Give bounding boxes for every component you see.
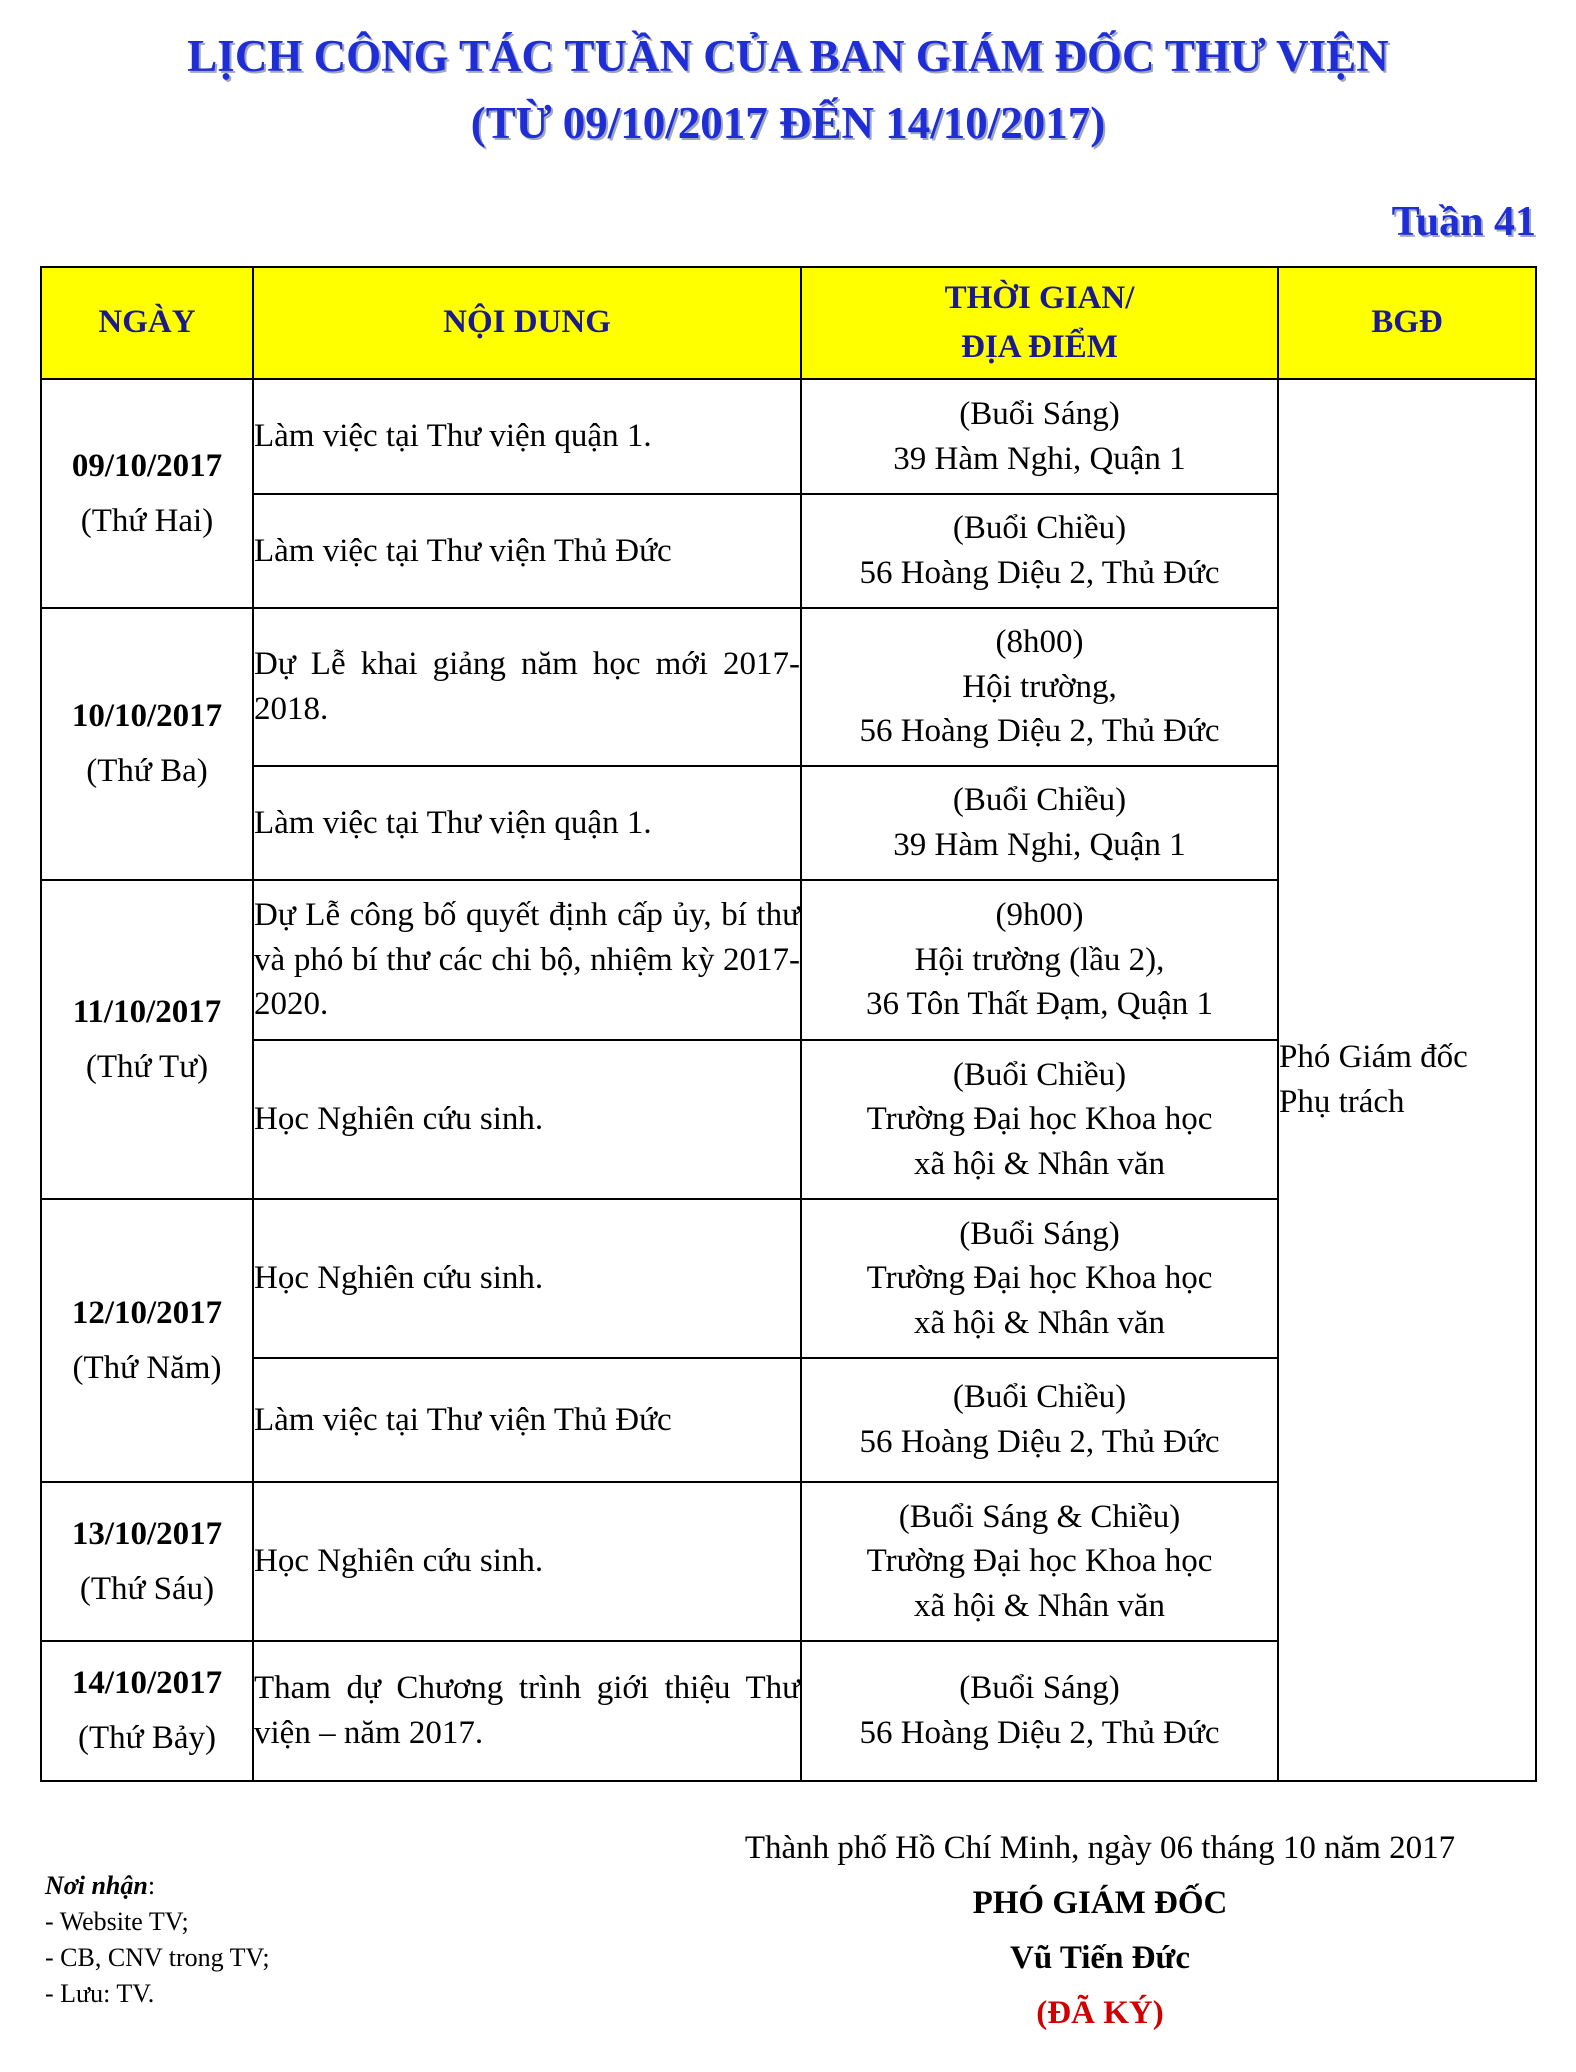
time-text: (Buổi Sáng) [959, 1670, 1120, 1707]
time-place-cell [801, 1358, 1278, 1482]
content-cell: Học Nghiên cứu sinh. [253, 1199, 801, 1358]
day-cell [41, 1641, 253, 1781]
place-text-2: xã hội & Nhân văn [913, 1587, 1166, 1624]
time-text: (Buổi Chiều) [952, 1056, 1127, 1093]
time-place-cell [801, 1040, 1278, 1199]
week-number: Tuần 41 [1391, 199, 1536, 245]
column-header-day: NGÀY [41, 267, 253, 379]
content-cell: Dự Lễ công bố quyết định cấp ủy, bí thư và phó bí thư các chi bộ, nhiệm kỳ 2017-2020. [253, 880, 801, 1040]
table-row [41, 379, 1536, 494]
document-date-range: (TỪ 09/10/2017 ĐẾN 14/10/2017) [470, 98, 1106, 148]
time-place-cell [801, 1641, 1278, 1781]
location-date: Thành phố Hồ Chí Minh, ngày 06 tháng 10 năm 2017 [744, 1830, 1456, 1866]
day-cell [41, 880, 253, 1199]
content-cell: Dự Lễ khai giảng năm học mới 2017-2018. [253, 608, 801, 766]
content-cell: Tham dự Chương trình giới thiệu Thư viện – năm 2017. [253, 1641, 801, 1781]
place-text-2: xã hội & Nhân văn [913, 1145, 1166, 1182]
content-cell: Làm việc tại Thư viện quận 1. [253, 766, 801, 880]
day-date: 12/10/2017 [71, 1294, 223, 1331]
recipient-item: - CB, CNV trong TV; [45, 1942, 270, 1972]
content-cell: Học Nghiên cứu sinh. [253, 1040, 801, 1199]
day-date: 09/10/2017 [71, 447, 223, 484]
time-text: (8h00) [995, 624, 1084, 661]
column-header-content: NỘI DUNG [253, 267, 801, 379]
place-text: 39 Hàm Nghi, Quận 1 [893, 440, 1186, 477]
time-place-cell [801, 379, 1278, 494]
bgd-role-detail: Phụ trách [1279, 1084, 1405, 1120]
schedule-table [40, 266, 1537, 1782]
time-place-cell [801, 766, 1278, 880]
day-date: 11/10/2017 [72, 993, 222, 1030]
time-place-cell [801, 1482, 1278, 1641]
time-text: (Buổi Sáng) [959, 395, 1120, 432]
day-cell [41, 608, 253, 880]
document-title: LỊCH CÔNG TÁC TUẦN CỦA BAN GIÁM ĐỐC THƯ VIỆN [187, 31, 1389, 81]
day-date: 14/10/2017 [71, 1665, 223, 1702]
recipients-label: Nơi nhận [45, 1871, 148, 1900]
day-cell [41, 379, 253, 608]
column-header-time-place [801, 267, 1278, 379]
place-text: 56 Hoàng Diệu 2, Thủ Đức [859, 1424, 1220, 1460]
time-place-cell [801, 494, 1278, 608]
bgd-cell [1278, 379, 1536, 1781]
place-text-2: 36 Tôn Thất Đạm, Quận 1 [865, 986, 1214, 1023]
place-text: Trường Đại học Khoa học [866, 1260, 1213, 1297]
content-cell: Làm việc tại Thư viện quận 1. [253, 379, 801, 494]
content-cell: Làm việc tại Thư viện Thủ Đức [253, 494, 801, 608]
place-text: 39 Hàm Nghi, Quận 1 [893, 827, 1186, 863]
day-cell [41, 1482, 253, 1641]
time-text: (Buổi Chiều) [952, 1379, 1127, 1416]
day-date: 10/10/2017 [71, 698, 223, 735]
place-text: Trường Đại học Khoa học [866, 1101, 1213, 1138]
place-text-2: 56 Hoàng Diệu 2, Thủ Đức [859, 713, 1220, 750]
day-cell [41, 1199, 253, 1482]
column-header-place: ĐỊA ĐIỂM [961, 329, 1118, 365]
content-cell: Làm việc tại Thư viện Thủ Đức [253, 1358, 801, 1482]
place-text: Hội trường, [962, 668, 1117, 705]
day-weekday: (Thứ Sáu) [79, 1570, 215, 1607]
time-place-cell [801, 1199, 1278, 1358]
day-weekday: (Thứ Ba) [86, 753, 208, 789]
day-weekday: (Thứ Bảy) [78, 1720, 216, 1756]
time-place-cell [801, 608, 1278, 766]
time-text: (Buổi Sáng) [959, 1215, 1120, 1252]
place-text: 56 Hoàng Diệu 2, Thủ Đức [859, 555, 1220, 591]
time-text: (Buổi Chiều) [952, 510, 1127, 547]
content-cell: Học Nghiên cứu sinh. [253, 1482, 801, 1641]
column-header-bgd: BGĐ [1278, 267, 1536, 379]
bgd-role: Phó Giám đốc [1279, 1039, 1468, 1076]
table-header-row [41, 267, 1536, 379]
time-text: (Buổi Chiều) [952, 782, 1127, 819]
place-text: 56 Hoàng Diệu 2, Thủ Đức [859, 1715, 1220, 1751]
day-weekday: (Thứ Tư) [85, 1048, 209, 1085]
recipient-item: - Lưu: TV. [45, 1978, 155, 2008]
time-place-cell [801, 880, 1278, 1040]
time-text: (Buổi Sáng & Chiều) [898, 1498, 1181, 1535]
day-weekday: (Thứ Hai) [80, 502, 214, 539]
signature-block [690, 1830, 1510, 2032]
day-date: 13/10/2017 [71, 1515, 223, 1552]
day-weekday: (Thứ Năm) [72, 1349, 222, 1386]
recipients-block: Nơi nhận: - Website TV; - CB, CNV trong TV; - Lưu: TV. [45, 1868, 270, 2012]
signer-role: PHÓ GIÁM ĐỐC [972, 1885, 1228, 1921]
place-text: Trường Đại học Khoa học [866, 1543, 1213, 1580]
signer-name: Vũ Tiến Đức [1010, 1940, 1190, 1976]
column-header-time: THỜI GIAN/ [944, 279, 1135, 316]
signed-stamp: (ĐÃ KÝ) [1036, 1995, 1164, 2031]
time-text: (9h00) [995, 897, 1084, 934]
recipient-item: - Website TV; [45, 1906, 189, 1936]
place-text: Hội trường (lầu 2), [914, 941, 1165, 978]
place-text-2: xã hội & Nhân văn [913, 1304, 1166, 1341]
